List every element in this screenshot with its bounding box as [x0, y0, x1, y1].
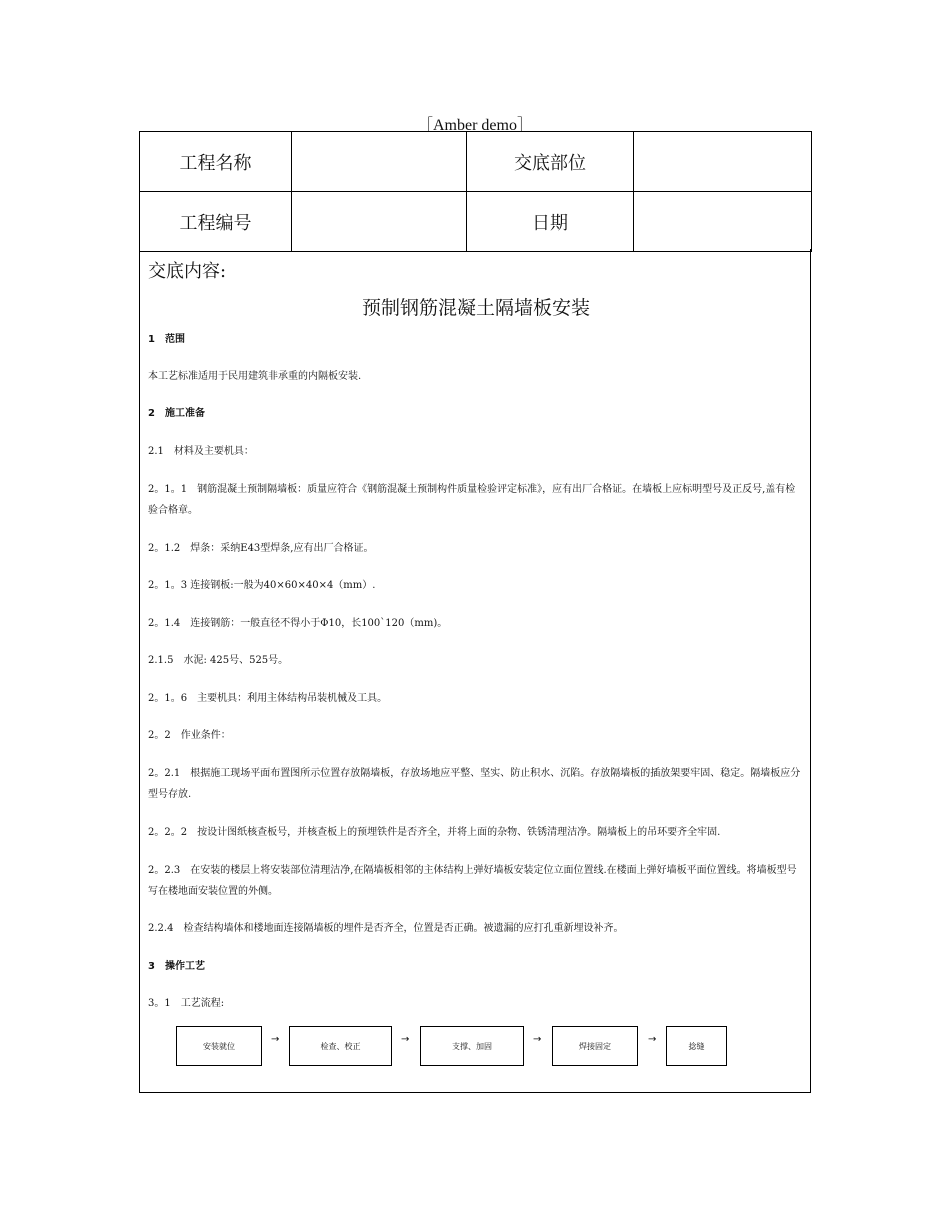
project-no-label: 工程编号 [140, 192, 292, 252]
location-value [634, 132, 812, 192]
project-no-value [292, 192, 467, 252]
flow-step: 支撑、加固 [420, 1026, 524, 1066]
arrow-right-icon: → [533, 1034, 542, 1045]
header-note: ［Amber demo］ [417, 117, 533, 134]
section-heading: 2 施工准备 [148, 408, 205, 419]
flow-step: 捻缝 [666, 1026, 727, 1066]
paragraph: 2。2 作业条件： [148, 730, 231, 741]
arrow-right-icon: → [401, 1034, 410, 1045]
document-title: 预制钢筋混凝土隔墙板安装 [361, 297, 590, 319]
paragraph: 本工艺标准适用于民用建筑非承重的内隔板安装. [148, 371, 362, 382]
paragraph: 2。2.1 根据施工现场平面布置图所示位置存放隔墙板，存放场地应平整、坚实、防止积水、沉陷。存放隔墙板的插放架要牢固、稳定。隔墙板应分型号存放. [148, 768, 801, 800]
paragraph: 2。1。3 连接钢板:一般为40×60×40×4（mm）. [148, 580, 376, 591]
paragraph: 2.2.4 检查结构墙体和楼地面连接隔墙板的埋件是否齐全，位置是否正确。被遗漏的应打孔重新埋设补齐。 [148, 923, 624, 934]
paragraph: 2。2。2 按设计图纸核查板号，并核查板上的预埋铁件是否齐全，并将上面的杂物、铁锈清理洁净。隔墙板上的吊环要齐全牢固. [148, 827, 721, 838]
paragraph: 2.1 材料及主要机具： [148, 446, 254, 457]
form-header-table [139, 131, 812, 252]
paragraph: 2。2.3 在安装的楼层上将安装部位清理洁净,在隔墙板相邻的主体结构上弹好墙板安装定位立面位置线.在楼面上弹好墙板平面位置线。将墙板型号写在楼地面安装位置的外侧。 [148, 865, 797, 897]
location-label: 交底部位 [467, 132, 634, 192]
paragraph: 2。1.4 连接钢筋：一般直径不得小于Φ10，长100`120（mm)。 [148, 618, 448, 629]
section-heading: 3 操作工艺 [148, 961, 205, 972]
paragraph: 2。1。6 主要机具：利用主体结构吊装机械及工具。 [148, 693, 388, 704]
paragraph: 2。1。1 钢筋混凝土预制隔墙板：质量应符合《钢筋混凝土预制构件质量检验评定标准》，应有出厂合格证。在墙板上应标明型号及正反号,盖有检验合格章。 [148, 484, 796, 516]
paragraph: 2.1.5 水泥: 425号、525号。 [148, 655, 289, 666]
section-heading: 1 范围 [148, 334, 185, 345]
flow-step: 安装就位 [176, 1026, 262, 1066]
paragraph: 2。1.2 焊条：采纳E43型焊条,应有出厂合格证。 [148, 543, 374, 554]
content-label: 交底内容: [148, 261, 227, 282]
project-name-value [292, 132, 467, 192]
project-name-label: 工程名称 [140, 132, 292, 192]
date-label: 日期 [467, 192, 634, 252]
flow-step: 检查、校正 [289, 1026, 392, 1066]
content-section [139, 249, 811, 1093]
arrow-right-icon: → [271, 1034, 280, 1045]
flow-step: 焊接固定 [552, 1026, 638, 1066]
arrow-right-icon: → [648, 1034, 657, 1045]
paragraph: 3。1 工艺流程: [148, 998, 225, 1009]
date-value [634, 192, 812, 252]
